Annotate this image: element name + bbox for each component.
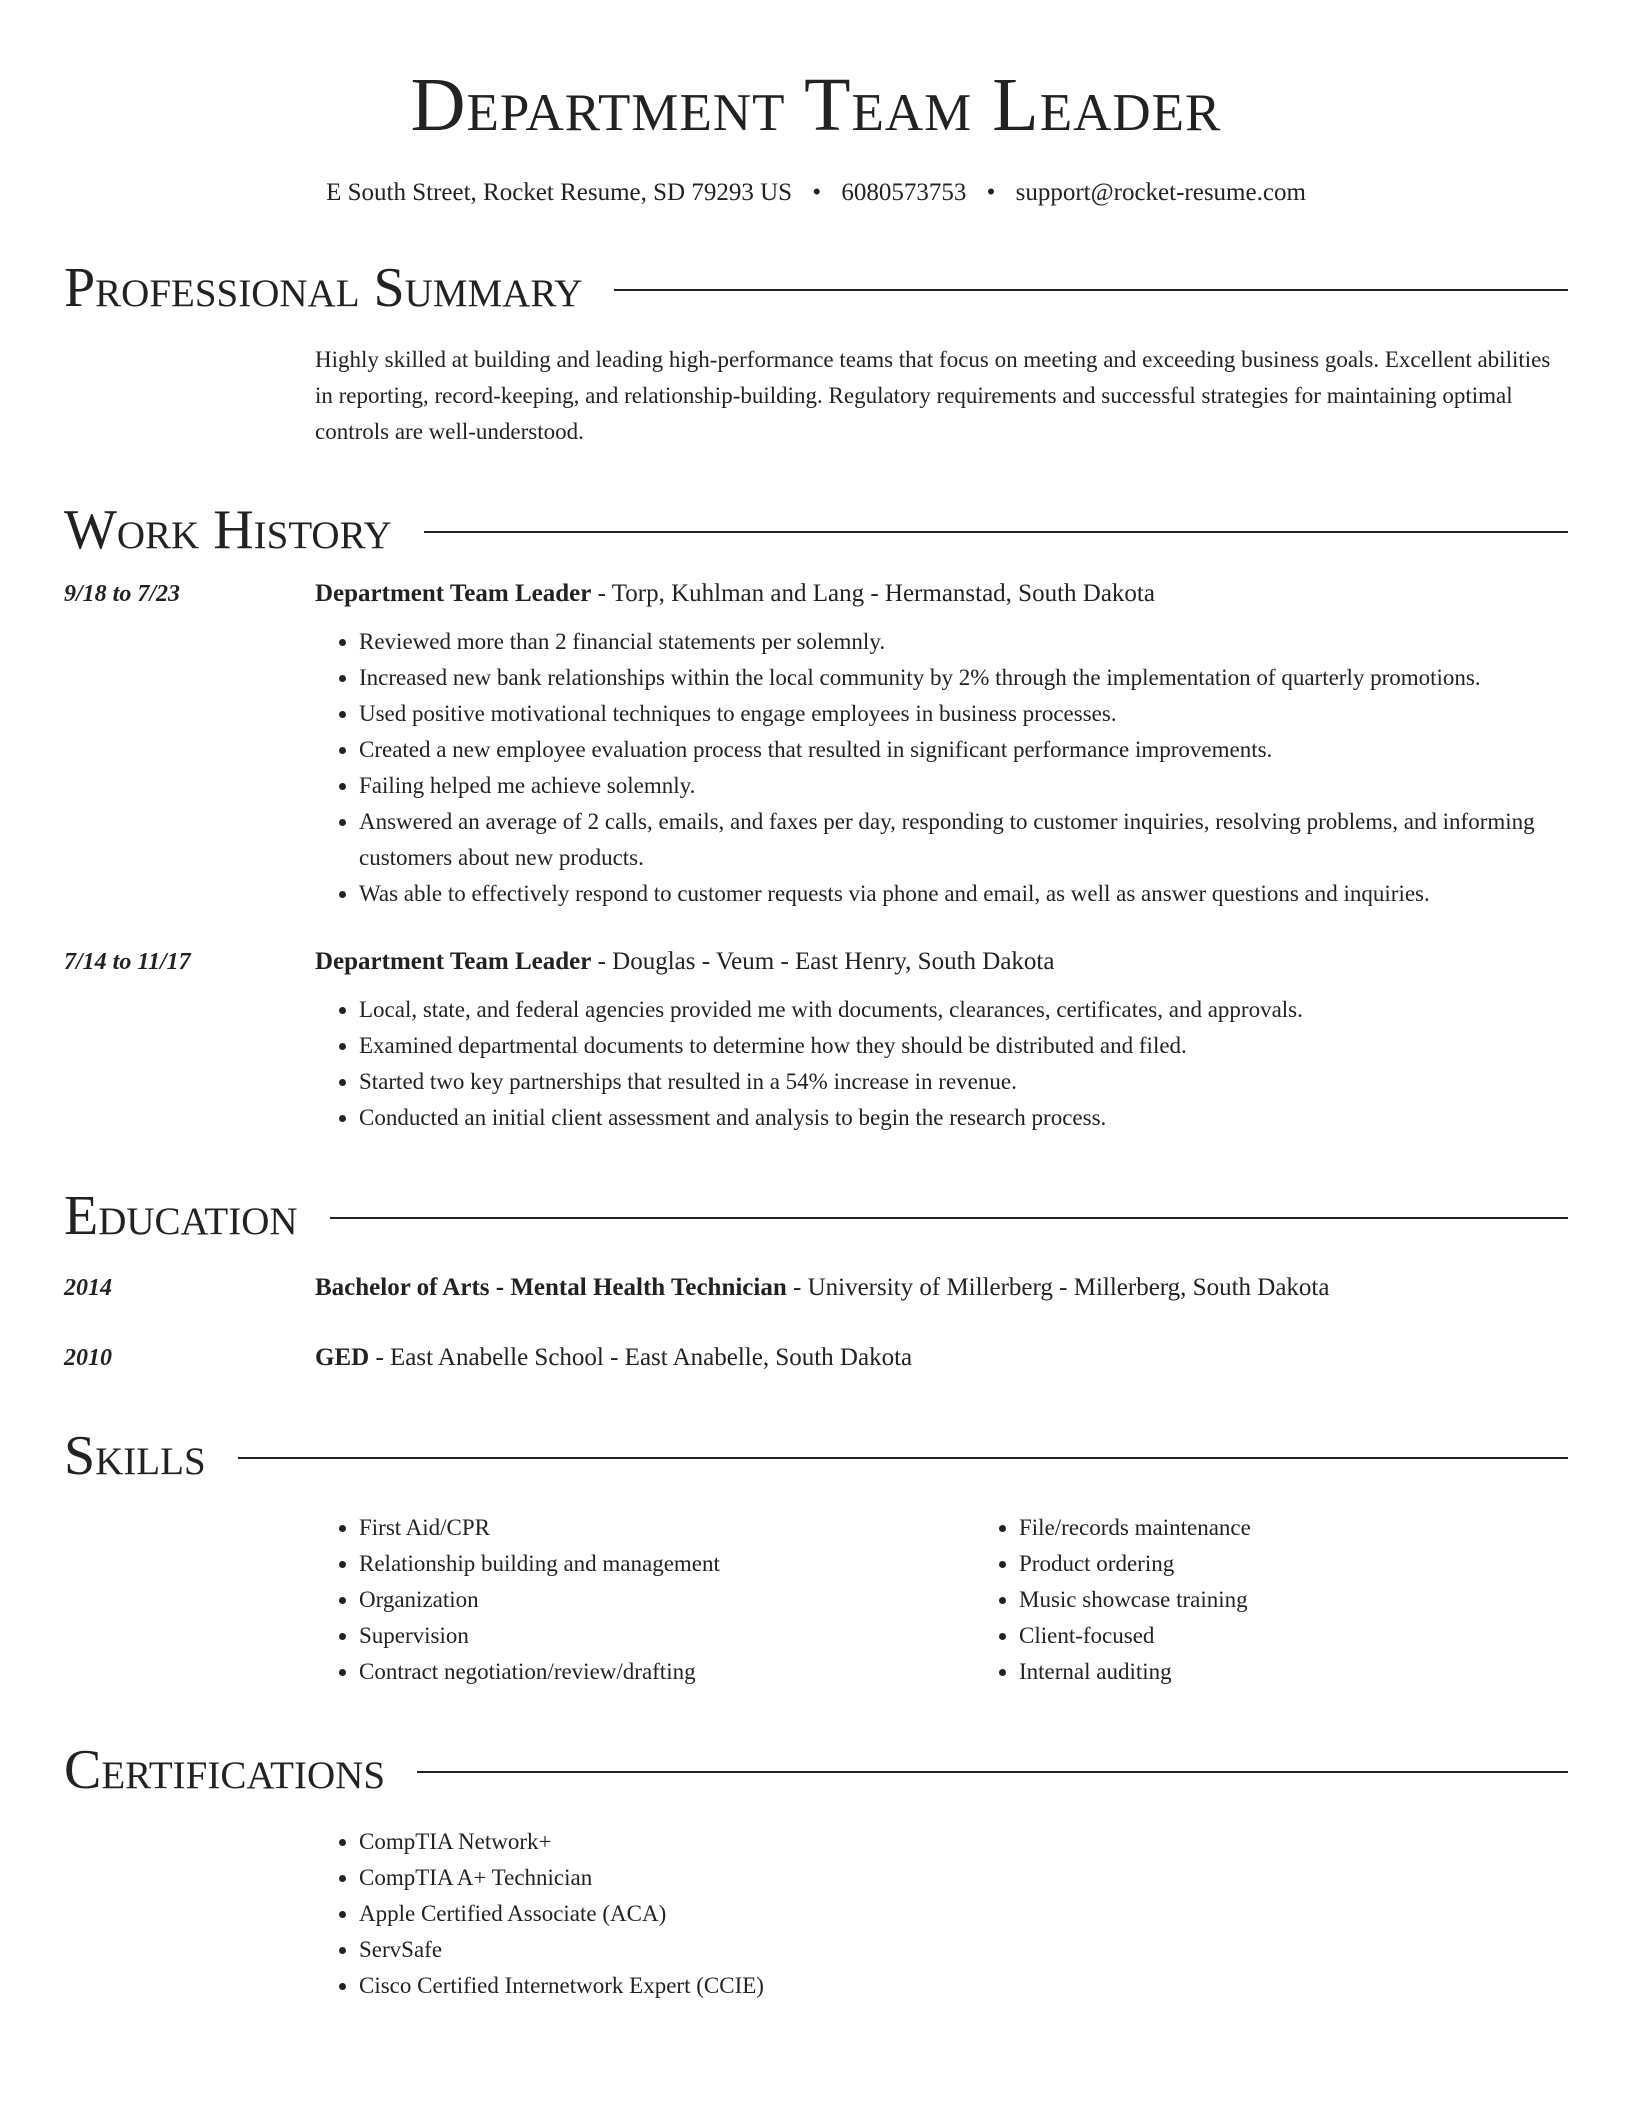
job-bullet: • Increased new bank relationships within the local community by 2% through the implementation of quarterly promotions.	[359, 660, 1568, 696]
job-bullet: • Local, state, and federal agencies provided me with documents, clearances, certificates, and approvals.	[359, 992, 1568, 1028]
job-dates: 9/18 to 7/23	[64, 581, 181, 607]
education-school-location: - East Anabelle School - East Anabelle, South Dakota	[369, 1344, 913, 1371]
education-entry	[64, 1340, 1568, 1376]
section-divider	[614, 289, 1568, 291]
job-entry	[64, 576, 1568, 912]
section-divider	[238, 1457, 1568, 1459]
certification-item: • CompTIA A+ Technician	[359, 1860, 1568, 1896]
certifications-heading: Certifications	[64, 1739, 386, 1801]
skills-list-left	[315, 1510, 975, 1690]
education-degree: GED	[315, 1344, 370, 1371]
job-heading-line	[315, 576, 1568, 612]
contact-phone: 6080573753	[841, 179, 967, 206]
skill-item: • Internal auditing	[1019, 1654, 1632, 1690]
job-bullet: • Examined departmental documents to determine how they should be distributed and filed.	[359, 1028, 1568, 1064]
education-heading: Education	[64, 1185, 298, 1247]
skills-list-right	[975, 1510, 1632, 1690]
skill-item: • Client-focused	[1019, 1618, 1632, 1654]
skill-item: • Product ordering	[1019, 1546, 1632, 1582]
job-bullet-list	[315, 992, 1568, 1136]
education-year: 2010	[64, 1345, 112, 1371]
skill-item: • File/records maintenance	[1019, 1510, 1632, 1546]
certification-item: • CompTIA Network+	[359, 1824, 1568, 1860]
education-entry	[64, 1270, 1568, 1306]
summary-section-header	[64, 256, 1568, 320]
skills-columns	[315, 1510, 1568, 1690]
skills-heading: Skills	[64, 1425, 206, 1487]
skill-item: • Supervision	[359, 1618, 975, 1654]
job-title: Department Team Leader	[315, 580, 592, 607]
job-bullet: • Conducted an initial client assessment and analysis to begin the research process.	[359, 1100, 1568, 1136]
skill-item: • First Aid/CPR	[359, 1510, 975, 1546]
job-bullet: • Created a new employee evaluation process that resulted in significant performance improvements.	[359, 732, 1568, 768]
job-bullet: • Started two key partnerships that resulted in a 54% increase in revenue.	[359, 1064, 1568, 1100]
job-employer-location: - Douglas - Veum - East Henry, South Dakota	[591, 948, 1055, 975]
job-title: Department Team Leader	[315, 948, 592, 975]
contact-line	[64, 178, 1568, 208]
certification-item: • ServSafe	[359, 1932, 1568, 1968]
skill-item: • Relationship building and management	[359, 1546, 975, 1582]
job-employer-location: - Torp, Kuhlman and Lang - Hermanstad, South Dakota	[591, 580, 1155, 607]
skill-item: • Organization	[359, 1582, 975, 1618]
work-heading: Work History	[64, 499, 392, 561]
skill-item: • Music showcase training	[1019, 1582, 1632, 1618]
certification-item: • Cisco Certified Internetwork Expert (CCIE)	[359, 1968, 1568, 2004]
job-dates: 7/14 to 11/17	[64, 949, 191, 975]
contact-separator: •	[812, 179, 822, 206]
certification-item: • Apple Certified Associate (ACA)	[359, 1896, 1568, 1932]
job-heading-line	[315, 944, 1568, 980]
section-divider	[424, 531, 1568, 533]
job-bullet-list	[315, 624, 1568, 912]
job-bullet: • Failing helped me achieve solemnly.	[359, 768, 1568, 804]
job-bullet: • Answered an average of 2 calls, emails, and faxes per day, responding to customer inquiries, resolving problems, and informing customers about new products.	[359, 804, 1568, 876]
contact-email: support@rocket-resume.com	[1015, 179, 1306, 206]
job-bullet: • Used positive motivational techniques to engage employees in business processes.	[359, 696, 1568, 732]
section-divider	[417, 1771, 1568, 1773]
certifications-list	[315, 1824, 1568, 2004]
skills-section-header	[64, 1424, 1568, 1488]
certifications-block	[315, 1824, 1568, 2004]
education-degree: Bachelor of Arts - Mental Health Technician	[315, 1274, 787, 1301]
summary-text: Highly skilled at building and leading high-performance teams that focus on meeting and exceeding business goals. Excellent abilities in reporting, record-keeping, and relationship-building. Regulatory requirements and successful strategies for maintaining optimal controls are well-understood.	[315, 347, 1551, 444]
education-school-location: - University of Millerberg - Millerberg, South Dakota	[786, 1274, 1330, 1301]
candidate-name: Department Team Leader	[410, 63, 1222, 147]
work-section-header	[64, 498, 1568, 562]
skill-item: • Contract negotiation/review/drafting	[359, 1654, 975, 1690]
section-divider	[330, 1217, 1568, 1219]
certifications-section-header	[64, 1738, 1568, 1802]
job-bullet: • Was able to effectively respond to customer requests via phone and email, as well as answer questions and inquiries.	[359, 876, 1568, 912]
contact-address: E South Street, Rocket Resume, SD 79293 US	[326, 179, 793, 206]
job-bullet: • Reviewed more than 2 financial statements per solemnly.	[359, 624, 1568, 660]
education-year: 2014	[64, 1275, 112, 1301]
summary-heading: Professional Summary	[64, 257, 583, 319]
contact-separator: •	[986, 179, 996, 206]
education-section-header	[64, 1184, 1568, 1248]
job-entry	[64, 944, 1568, 1136]
